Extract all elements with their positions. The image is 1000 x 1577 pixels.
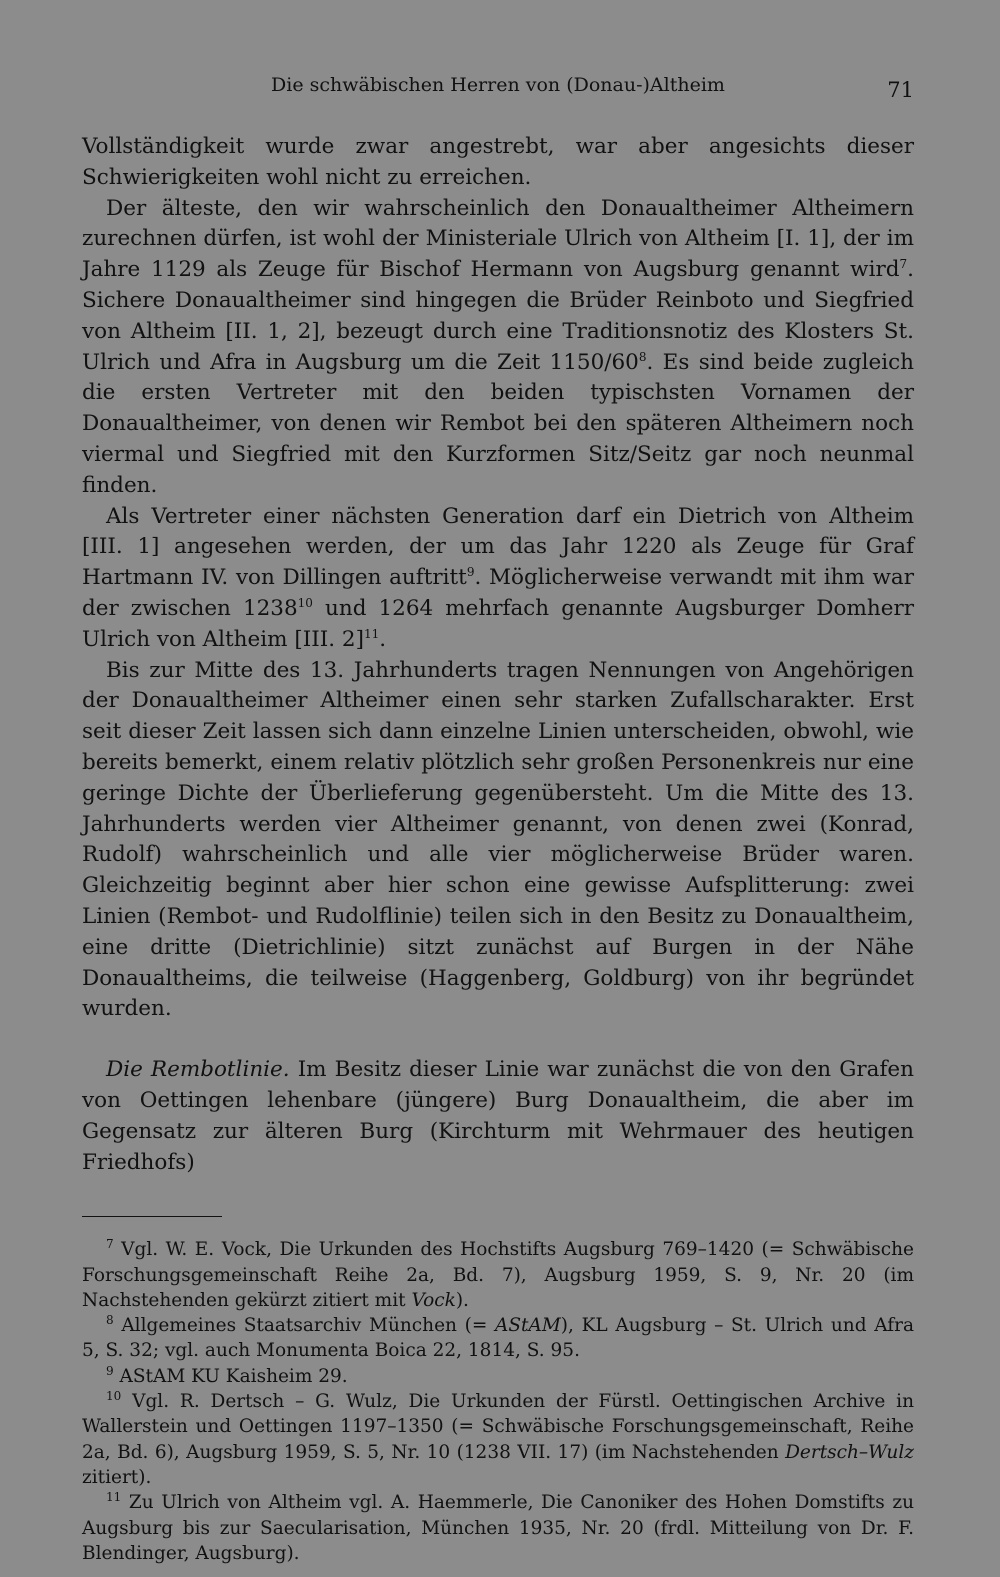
footnote-7: $^7$ Vgl. W. E. Vock, Die Urkunden des Hochstifts Augsburg 769–1420 (= Schwäbische Forschungsgemeinschaft Reihe 2a, Bd. 7), Augsburg 1959, S. 9, Nr. 20 (im Nachstehenden gekürzt zitiert mit Vock). <box>82 1237 914 1311</box>
footnote-divider <box>82 1216 222 1217</box>
running-header <box>82 74 914 108</box>
footnote-10: $^{10}$ Vgl. R. Dertsch – G. Wulz, Die Urkunden der Fürstl. Oettingischen Archive in Wallerstein und Oettingen 1197–1350 (= Schwäbische Forschungsgemeinschaft, Reihe 2a, Bd. 6), Augsburg 1959, S. 5, Nr. 10 (1238 VII. 17) (im Nachstehenden Dertsch–Wulz zitiert). <box>82 1388 914 1488</box>
main-text <box>82 132 914 1178</box>
paragraph-2: Der älteste, den wir wahrscheinlich den Donaualtheimer Altheimern zurechnen dürfen, ist wohl der Ministeriale Ulrich von Altheim [I. 1], der im Jahre 1129 als Zeuge für Bischof Hermann von Augsburg genannt wird$^7$. Sichere Donaualtheimer sind hingegen die Brüder Reinboto und Siegfried von Altheim [II. 1, 2], bezeugt durch eine Traditionsnotiz des Klosters St. Ulrich und Afra in Augsburg um die Zeit $1150/60^8$. Es sind beide zugleich die ersten Vertreter mit den beiden typischsten Vornamen der Donaualtheimer, von denen wir Rembot bei den späteren Altheimern noch viermal und Siegfried mit den Kurzformen Sitz/Seitz gar noch neunmal finden. <box>82 195 914 498</box>
footnote-ref-9: 9 <box>466 565 475 579</box>
footnote-ref-7: 7 <box>899 257 908 272</box>
paragraph-1: Vollständigkeit wurde zwar angestrebt, war aber angesichts dieser Schwierigkeiten wohl nicht zu erreichen. <box>82 134 914 190</box>
footnote-8: $^8$ Allgemeines Staatsarchiv München (= AStAM), KL Augsburg – St. Ulrich und Afra 5, S. 32; vgl. auch Monumenta Boica 22, 1814, S. 95. <box>82 1313 914 1362</box>
paragraph-3: Als Vertreter einer nächsten Generation darf ein Dietrich von Altheim [III. 1] angesehen werden, der um das Jahr 1220 als Zeuge für Graf Hartmann IV. von Dillingen auftritt$^9$. Möglicherweise verwandt mit ihm war der zwischen 1238$^{10}$ und 1264 mehrfach genannte Augsburger Domherr Ulrich von Altheim [III. 2]$^{11}$. <box>82 503 915 652</box>
running-title: Die schwäbischen Herren von (Donau-)Altheim <box>271 74 725 96</box>
footnotes <box>82 1237 914 1566</box>
footnote-9: $^9$ AStAM KU Kaisheim 29. <box>106 1363 348 1387</box>
footnote-ref-8: 8 <box>638 349 647 364</box>
page-number: 71 <box>887 78 914 102</box>
paragraph-5: Die Rembotlinie. Im Besitz dieser Linie war zunächst die von den Grafen von Oettingen lehenbare (jüngere) Burg Donaualtheim, die aber im Gegensatz zur älteren Burg (Kirchturm mit Wehrmauer des heutigen Friedhofs) <box>82 1057 915 1175</box>
paragraph-4: Bis zur Mitte des 13. Jahrhunderts tragen Nennungen von Angehörigen der Donaualtheimer Altheimer einen sehr starken Zufallscharakter. Erst seit dieser Zeit lassen sich dann einzelne Linien unterscheiden, obwohl, wie bereits bemerkt, einem relativ plötzlich sehr großen Personenkreis nur eine geringe Dichte der Überlieferung gegenübersteht. Um die Mitte des 13. Jahrhunderts werden vier Altheimer genannt, von denen zwei (Konrad, Rudolf) wahrscheinlich und alle vier möglicherweise Brüder waren. Gleichzeitig beginnt aber hier schon eine gewisse Aufsplitterung: zwei Linien (Rembot- und Rudolflinie) teilen sich in den Besitz zu Donaualtheim, eine dritte (Dietrichlinie) sitzt zunächst auf Burgen in der Nähe Donaualtheims, die teilweise (Haggenberg, Goldburg) von ihr begründet wurden. <box>82 657 914 1022</box>
footnote-ref-10: 10 <box>297 595 313 610</box>
section-heading: Die Rembotlinie. <box>106 1057 290 1083</box>
footnote-11: $^{11}$ Zu Ulrich von Altheim vgl. A. Haemmerle, Die Canoniker des Hohen Domstifts zu Augsburg bis zur Saecularisation, München 1935, Nr. 20 (frdl. Mitteilung von Dr. F. Blendinger, Augsburg). <box>82 1490 914 1564</box>
book-page <box>82 74 914 1566</box>
footnote-ref-11: 11 <box>363 626 380 641</box>
